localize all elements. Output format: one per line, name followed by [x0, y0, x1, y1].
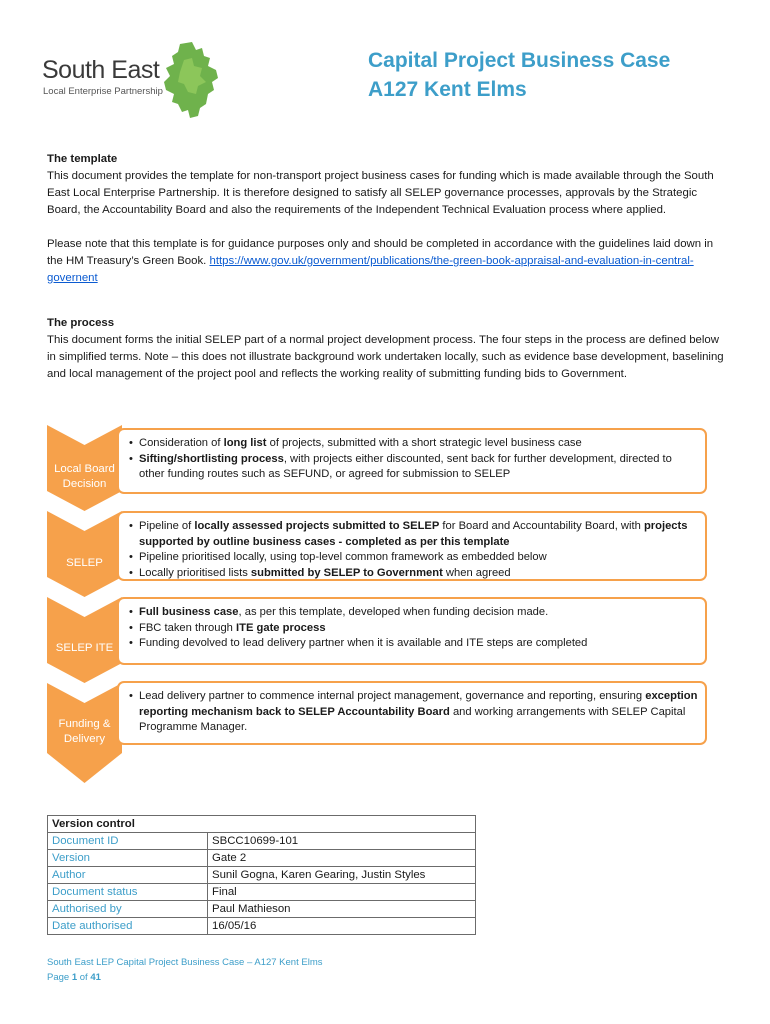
table-row	[48, 833, 476, 850]
row-value: Final	[208, 884, 476, 901]
title-line-2: A127 Kent Elms	[368, 78, 527, 101]
step-box-selep-ite	[117, 597, 707, 665]
template-section	[47, 151, 727, 287]
row-value: Sunil Gogna, Karen Gearing, Justin Styles	[208, 867, 476, 884]
row-key: Document status	[48, 884, 208, 901]
process-steps-diagram	[47, 425, 712, 785]
table-row	[48, 850, 476, 867]
step-1-bullet-1: • Consideration of long list of projects, submitted with a short strategic level business case	[129, 436, 699, 452]
step-3-bullet-2: • FBC taken through ITE gate process	[129, 621, 699, 637]
step-2-bullet-1: • Pipeline of locally assessed projects submitted to SELEP for Board and Accountability Board, with projects supported by outline business cases - completed as per this template	[129, 519, 699, 550]
step-2-bullet-2: • Pipeline prioritised locally, using top-level common framework as embedded below	[129, 550, 699, 566]
step-box-local-board	[117, 428, 707, 494]
page-number: Page 1 of 41	[47, 972, 101, 983]
template-paragraph-2-text: Please note that this template is for guidance purposes only and should be completed in accordance with the guidelines laid down in the HM Treasury’s Green Book.	[47, 238, 714, 267]
table-row	[48, 867, 476, 884]
row-value: Paul Mathieson	[208, 901, 476, 918]
process-section	[47, 315, 727, 383]
step-label-funding-delivery: Funding & Delivery	[58, 718, 111, 745]
template-paragraph-1: This document provides the template for non-transport project business cases for funding which is made available through the South East Local Enterprise Partnership. It is therefore designed to satisfy all SELEP governance processes, approvals by the Strategic Board, the Accountability Board and also the requirements of the Independent Technical Evaluation process where applied.	[47, 170, 714, 216]
region-map-icon	[158, 42, 220, 120]
step-1-bullet-2: • Sifting/shortlisting process, with projects either discounted, sent back for further development, directed to other funding routes such as SEFUND, or agreed for submission to SELEP	[129, 452, 699, 483]
row-value: Gate 2	[208, 850, 476, 867]
step-box-selep	[117, 511, 707, 581]
version-control-heading: Version control	[48, 816, 476, 833]
step-3-bullet-1: • Full business case, as per this template, developed when funding decision made.	[129, 605, 699, 621]
step-label-selep: SELEP	[66, 557, 103, 569]
table-row	[48, 901, 476, 918]
step-4-bullet-1: • Lead delivery partner to commence internal project management, governance and reporting, ensuring exception reporting mechanism back to SELEP Accountability Board and working arrangements with SELEP Capital Programme Manager.	[129, 689, 699, 736]
process-heading: The process	[47, 317, 115, 329]
table-row	[48, 884, 476, 901]
row-value: 16/05/16	[208, 918, 476, 935]
table-row	[48, 918, 476, 935]
template-paragraph-2	[47, 236, 727, 287]
process-paragraph: This document forms the initial SELEP part of a normal project development process. The four steps in the process are defined below in simplified terms. Note – this does not illustrate background work undertaken locally, such as evidence base development, baselining and local management of the project pool and reflects the working reality of submitting funding bids to Government.	[47, 334, 724, 380]
step-box-funding-delivery	[117, 681, 707, 745]
logo-subtitle: Local Enterprise Partnership	[43, 86, 163, 97]
logo-title: South East	[42, 56, 160, 84]
row-key: Author	[48, 867, 208, 884]
table-header-row	[48, 816, 476, 833]
selep-logo	[40, 42, 220, 122]
step-label-selep-ite: SELEP ITE	[55, 642, 114, 654]
version-control-table	[47, 815, 476, 935]
row-key: Date authorised	[48, 918, 208, 935]
step-3-bullet-3: • Funding devolved to lead delivery partner when it is available and ITE steps are completed	[129, 636, 699, 652]
step-label-local-board: Local Board Decision	[54, 463, 115, 490]
page-footer	[47, 955, 322, 985]
row-key: Authorised by	[48, 901, 208, 918]
step-chevron-3	[47, 597, 122, 683]
template-heading: The template	[47, 153, 118, 165]
row-key: Version	[48, 850, 208, 867]
green-book-link[interactable]: https://www.gov.uk/government/publications/the-green-book-appraisal-and-evaluation-in-central-governent	[47, 255, 694, 284]
document-title	[368, 46, 670, 104]
row-value: SBCC10699-101	[208, 833, 476, 850]
title-line-1: Capital Project Business Case	[368, 49, 671, 72]
step-2-bullet-3: • Locally prioritised lists submitted by SELEP to Government when agreed	[129, 566, 699, 582]
step-chevron-2	[47, 511, 122, 597]
row-key: Document ID	[48, 833, 208, 850]
footer-title: South East LEP Capital Project Business Case – A127 Kent Elms	[47, 957, 323, 968]
